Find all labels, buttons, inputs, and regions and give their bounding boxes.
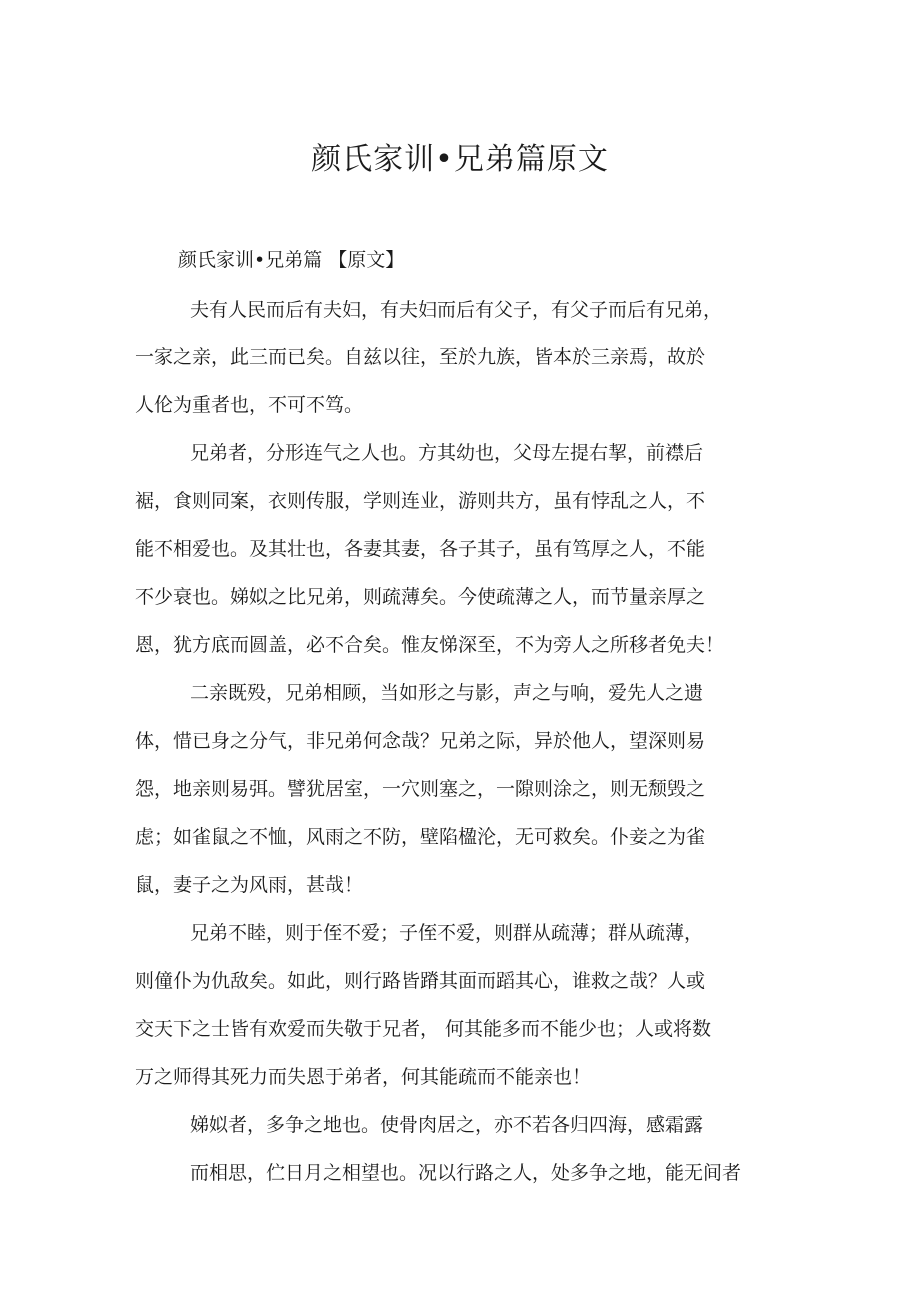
text-line: 则僮仆为仇敌矣。如此，则行路皆蹐其面而蹈其心，谁救之哉？人或 xyxy=(135,970,706,992)
text-line: 万之师得其死力而失恩于弟者，何其能疏而不能亲也！ xyxy=(135,1066,592,1088)
text-line: 能不相爱也。及其壮也，各妻其妻，各子其子，虽有笃厚之人，不能 xyxy=(135,538,706,560)
document-subtitle: 颜氏家训•兄弟篇 【原文】 xyxy=(178,249,405,271)
text-line: 裾，食则同案，衣则传服，学则连业，游则共方，虽有悖乱之人，不 xyxy=(135,490,706,512)
text-line: 兄弟者，分形连气之人也。方其幼也，父母左提右挈，前襟后 xyxy=(190,442,704,464)
text-line: 二亲既殁，兄弟相顾，当如形之与影，声之与响，爱先人之遗 xyxy=(190,682,704,704)
text-line: 虑；如雀鼠之不恤，风雨之不防，壁陷楹沦，无可救矣。仆妾之为雀 xyxy=(135,826,706,848)
text-line: 鼠，妻子之为风雨，甚哉！ xyxy=(135,874,364,896)
document-title: 颜氏家训•兄弟篇原文 xyxy=(311,142,609,177)
text-line: 夫有人民而后有夫妇，有夫妇而后有父子，有父子而后有兄弟， xyxy=(190,299,723,321)
text-line: 人伦为重者也，不可不笃。 xyxy=(135,394,364,416)
text-line: 而相思，伫日月之相望也。况以行路之人，处多争之地，能无间者 xyxy=(190,1162,742,1184)
text-line: 不少衰也。娣姒之比兄弟，则疏薄矣。今使疏薄之人，而节量亲厚之 xyxy=(135,586,706,608)
text-line: 交天下之士皆有欢爱而失敬于兄者， 何其能多而不能少也；人或将数 xyxy=(135,1018,712,1040)
text-line: 恩，犹方底而圆盖，必不合矣。惟友悌深至，不为旁人之所移者免夫！ xyxy=(135,634,725,656)
text-line: 一家之亲，此三而已矣。自兹以往，至於九族，皆本於三亲焉，故於 xyxy=(135,346,706,368)
text-line: 娣姒者，多争之地也。使骨肉居之，亦不若各归四海，感霜露 xyxy=(190,1114,704,1136)
text-line: 体，惜已身之分气，非兄弟何念哉？兄弟之际，异於他人，望深则易 xyxy=(135,730,706,752)
text-line: 怨，地亲则易弭。譬犹居室，一穴则塞之，一隙则涂之，则无颓毁之 xyxy=(135,778,706,800)
text-line: 兄弟不睦，则于侄不爱；子侄不爱，则群从疏薄；群从疏薄， xyxy=(190,922,704,944)
